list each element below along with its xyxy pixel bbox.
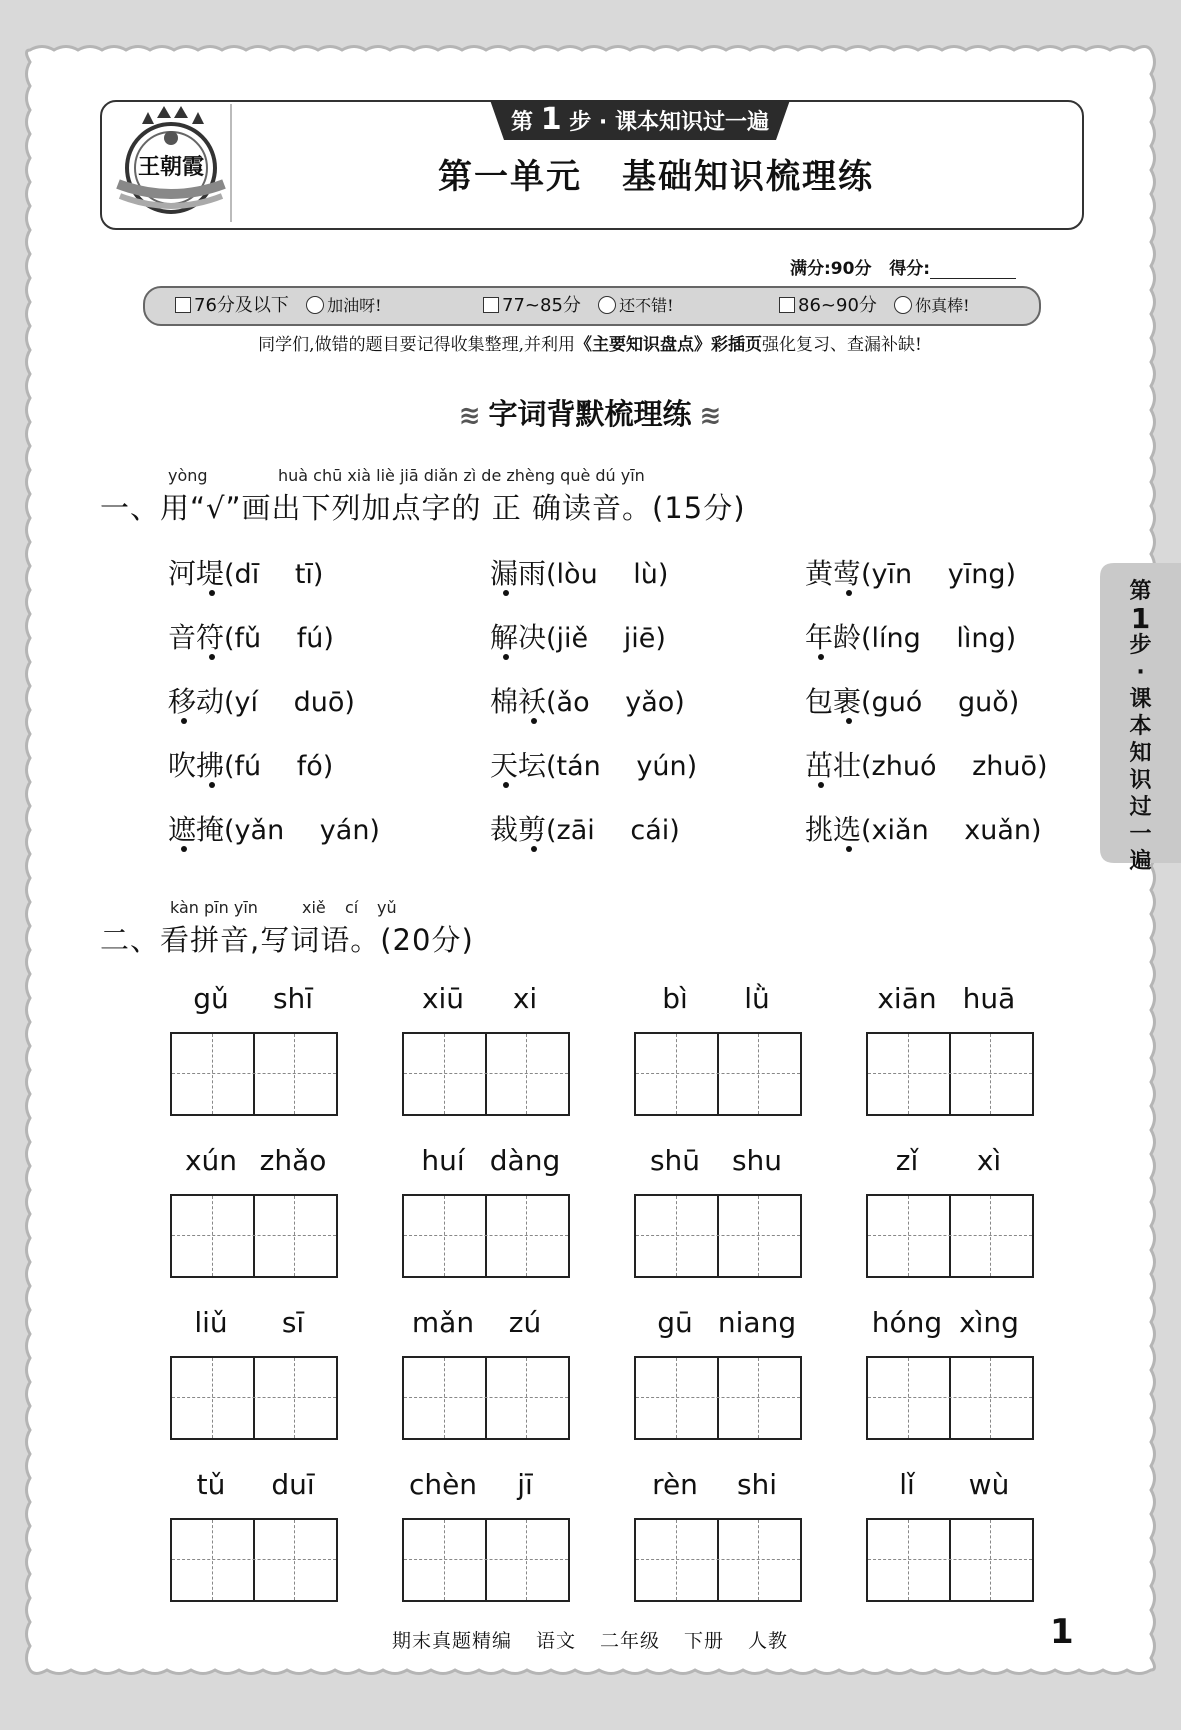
reading-word: 裁剪: [490, 813, 547, 846]
question-1-heading: 一、用“√”画出下列加点字的 正 确读音。(15分): [100, 491, 746, 525]
smile-icon: [598, 296, 616, 314]
side-tab-char: 步: [1129, 633, 1152, 658]
reading-option[interactable]: xuǎn): [964, 815, 1042, 846]
logo-text: 王朝霞: [137, 154, 204, 180]
rating-bar: [143, 286, 1041, 326]
q2-pinyin-annotation: yǔ: [377, 898, 397, 917]
pinyin-label: wù: [968, 1468, 1010, 1501]
side-tab-char: 过: [1129, 795, 1152, 820]
side-tab-label: 第 1 步 · 课 本 知 识 过 一 遍: [1100, 578, 1181, 875]
reading-option[interactable]: lìng): [956, 623, 1017, 654]
page-title: 第一单元 基础知识梳理练: [438, 157, 874, 197]
writing-grid[interactable]: [170, 1356, 338, 1440]
section-title: ≋ 字词背默梳理练 ≋: [458, 397, 722, 431]
reading-option[interactable]: yán): [319, 815, 380, 846]
page-number: 1: [1050, 1612, 1074, 1652]
reading-option[interactable]: zhuō): [972, 751, 1048, 782]
writing-grid[interactable]: [866, 1194, 1034, 1278]
pinyin-label: niang: [717, 1306, 797, 1339]
reading-item: [490, 744, 697, 784]
rating-checkbox[interactable]: [779, 297, 795, 313]
writing-grid[interactable]: [402, 1032, 570, 1116]
reading-word: 茁壮: [805, 749, 862, 782]
q2-pinyin-annotation: xiě: [302, 898, 326, 917]
writing-grid[interactable]: [170, 1032, 338, 1116]
rating-item: 77~85分 还不错!: [483, 288, 674, 324]
reading-option[interactable]: (lòu: [546, 559, 598, 590]
reading-option[interactable]: (xiǎn: [861, 815, 929, 846]
pinyin-label: zhǎo: [259, 1144, 327, 1177]
pinyin-label: zǐ: [895, 1144, 919, 1177]
pinyin-label: shu: [731, 1144, 783, 1177]
pinyin-label: shi: [736, 1468, 778, 1501]
reading-option[interactable]: tī): [294, 559, 324, 590]
reading-word: 挑选: [805, 813, 862, 846]
pinyin-label: shū: [649, 1144, 701, 1177]
reading-option[interactable]: (zhuó: [861, 751, 937, 782]
emphasis-dot: [181, 846, 187, 852]
writing-grid[interactable]: [866, 1356, 1034, 1440]
pinyin-label: xiān: [877, 982, 937, 1015]
footer: 期末真题精编 语文 二年级 下册 人教: [391, 1630, 789, 1652]
reading-item: [805, 616, 1016, 656]
emphasis-dot: [503, 782, 509, 788]
emphasis-dot: [209, 654, 215, 660]
writing-grid[interactable]: [170, 1194, 338, 1278]
pinyin-label: rèn: [652, 1468, 698, 1501]
pinyin-label: zú: [508, 1306, 542, 1339]
reading-word: 音符: [168, 621, 225, 654]
pinyin-label: mǎn: [411, 1306, 475, 1339]
pinyin-label: duī: [271, 1468, 315, 1501]
reading-word: 遮掩: [168, 813, 225, 846]
pinyin-label: huí: [421, 1144, 465, 1177]
pinyin-label: xìng: [959, 1306, 1019, 1339]
rating-item: 86~90分 你真棒!: [779, 288, 970, 324]
reading-option[interactable]: (yīn: [861, 559, 913, 590]
reading-option[interactable]: lù): [633, 559, 669, 590]
q1-pinyin-annotation: huà chū xià liè jiā diǎn zì de zhèng què dú yīn: [278, 466, 645, 485]
reading-option[interactable]: fú): [296, 623, 334, 654]
pinyin-label: bì: [662, 982, 688, 1015]
pinyin-label: shī: [272, 982, 314, 1015]
reading-item: [168, 552, 323, 592]
emphasis-dot: [209, 590, 215, 596]
rating-item: 76分及以下 加油呀!: [175, 288, 382, 324]
pinyin-label: hóng: [871, 1306, 943, 1339]
reading-word: 吹拂: [168, 749, 225, 782]
reading-item: [490, 680, 685, 720]
reading-option[interactable]: (guó: [861, 687, 923, 718]
pinyin-label: gǔ: [193, 982, 229, 1015]
score-line: 满分:90分 得分:: [790, 254, 1016, 279]
writing-grid[interactable]: [866, 1518, 1034, 1602]
rating-checkbox[interactable]: [483, 297, 499, 313]
reading-item: [805, 552, 1016, 592]
reading-word: 解决: [490, 621, 547, 654]
reading-word: 漏雨: [490, 557, 547, 590]
reading-option[interactable]: (yǎn: [224, 815, 285, 846]
writing-grid[interactable]: [634, 1518, 802, 1602]
reading-item: [805, 808, 1042, 848]
reading-option[interactable]: guǒ): [957, 687, 1020, 718]
reading-word: 包裹: [805, 685, 862, 718]
pinyin-label: liǔ: [194, 1306, 228, 1339]
reading-item: [168, 616, 334, 656]
writing-grid[interactable]: [634, 1356, 802, 1440]
side-tab-char: 一: [1129, 822, 1152, 847]
emphasis-dot: [846, 718, 852, 724]
reading-item: [490, 616, 666, 656]
side-tab-char: 课: [1129, 687, 1152, 712]
pinyin-label: tǔ: [196, 1468, 226, 1501]
smile-icon: [306, 296, 324, 314]
pinyin-label: lǜ: [744, 982, 770, 1015]
pinyin-label: xì: [976, 1144, 1002, 1177]
reading-option[interactable]: (dī: [224, 559, 260, 590]
side-tab-char: 遍: [1129, 849, 1152, 874]
pinyin-label: sī: [281, 1306, 305, 1339]
reading-option[interactable]: (yí: [224, 687, 259, 718]
reading-option[interactable]: yún): [636, 751, 698, 782]
reading-word: 河堤: [168, 557, 225, 590]
pinyin-label: gū: [657, 1306, 693, 1339]
reading-word: 移动: [168, 685, 225, 718]
side-tab-char: 本: [1129, 714, 1152, 739]
reading-option[interactable]: duō): [293, 687, 355, 718]
reading-item: [805, 744, 1048, 784]
emphasis-dot: [818, 654, 824, 660]
pinyin-label: lǐ: [899, 1468, 915, 1501]
reading-option[interactable]: (fú: [224, 751, 262, 782]
reading-option[interactable]: cái): [630, 815, 680, 846]
pinyin-label: xún: [184, 1144, 238, 1177]
emphasis-dot: [209, 782, 215, 788]
step-label: 第 1 步 · 课本知识过一遍: [511, 102, 769, 137]
rating-checkbox[interactable]: [175, 297, 191, 313]
notice-text: 同学们,做错的题目要记得收集整理,并利用《主要知识盘点》彩插页强化复习、查漏补缺!: [258, 335, 922, 355]
wave-icon: ≋: [458, 401, 481, 431]
reading-option[interactable]: yīng): [947, 559, 1017, 590]
q2-pinyin-annotation: cí: [345, 898, 359, 917]
reading-option[interactable]: (jiě: [546, 623, 589, 654]
reading-option[interactable]: (líng: [861, 623, 921, 654]
reading-option[interactable]: (tán: [546, 751, 601, 782]
reading-option[interactable]: (zāi: [546, 815, 595, 846]
reading-word: 黄莺: [805, 557, 862, 590]
writing-grid[interactable]: [634, 1194, 802, 1278]
pinyin-label: chèn: [408, 1468, 478, 1501]
emphasis-dot: [181, 718, 187, 724]
reading-item: [168, 808, 380, 848]
emphasis-dot: [531, 846, 537, 852]
reading-word: 年龄: [805, 621, 862, 654]
reading-option[interactable]: fó): [296, 751, 334, 782]
smile-icon: [894, 296, 912, 314]
writing-grid[interactable]: [402, 1356, 570, 1440]
reading-word: 棉袄: [490, 685, 547, 718]
reading-option[interactable]: (ǎo: [546, 687, 590, 718]
reading-option[interactable]: yǎo): [625, 687, 685, 718]
writing-grid[interactable]: [170, 1518, 338, 1602]
writing-grid[interactable]: [866, 1032, 1034, 1116]
reading-item: [168, 744, 333, 784]
pinyin-label: xiū: [421, 982, 465, 1015]
reading-option[interactable]: (fǔ: [224, 623, 262, 654]
writing-grid[interactable]: [634, 1032, 802, 1116]
emphasis-dot: [531, 718, 537, 724]
writing-grid[interactable]: [402, 1518, 570, 1602]
q1-pinyin-annotation: yòng: [168, 466, 208, 485]
emphasis-dot: [818, 782, 824, 788]
pinyin-label: xi: [512, 982, 538, 1015]
pinyin-label: huā: [962, 982, 1016, 1015]
reading-item: [805, 680, 1019, 720]
emphasis-dot: [503, 654, 509, 660]
reading-item: [490, 808, 680, 848]
writing-grid[interactable]: [402, 1194, 570, 1278]
reading-word: 天坛: [490, 749, 547, 782]
pinyin-label: jī: [517, 1468, 533, 1501]
side-tab-char: 知: [1129, 741, 1152, 766]
reading-item: [490, 552, 668, 592]
side-tab-char: 识: [1129, 768, 1152, 793]
reading-item: [168, 680, 355, 720]
emphasis-dot: [503, 590, 509, 596]
question-2-heading: 二、看拼音,写词语。(20分): [100, 923, 474, 957]
reading-option[interactable]: jiē): [623, 623, 666, 654]
emphasis-dot: [846, 846, 852, 852]
score-blank[interactable]: [930, 260, 1016, 279]
emphasis-dot: [846, 590, 852, 596]
wave-icon: ≋: [699, 401, 722, 431]
q2-pinyin-annotation: kàn pīn yīn: [170, 898, 258, 917]
side-tab-char: ·: [1136, 660, 1145, 685]
pinyin-label: dàng: [489, 1144, 561, 1177]
